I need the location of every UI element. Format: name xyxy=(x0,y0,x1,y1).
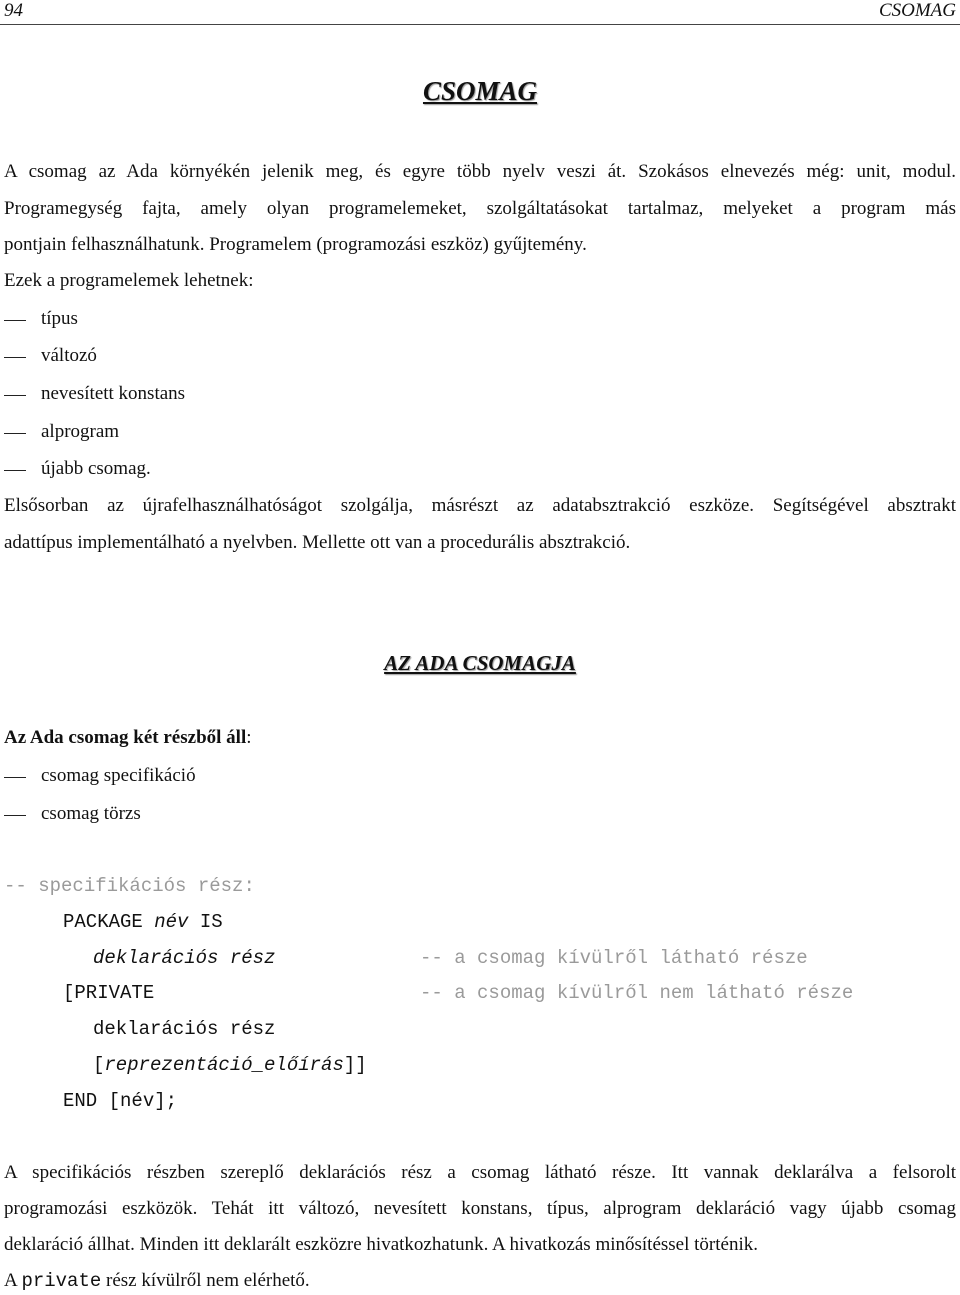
closing-line-2: programozási eszközök. Tehát itt változó, nevesített konstans, típus, alprogram deklaráció vagy újabb csomag xyxy=(4,1198,956,1219)
list-dash xyxy=(4,815,26,816)
list-item: csomag törzs xyxy=(41,803,141,824)
intro-line-1: A csomag az Ada környékén jelenik meg, és egyre több nyelv veszi át. Szokásos elnevezés még: unit, modul. xyxy=(4,161,956,182)
section-lead-bold: Az Ada csomag két részből áll xyxy=(4,727,247,748)
closing-code: private xyxy=(21,1270,102,1292)
section-lead-tail: : xyxy=(246,727,252,748)
closing-post: rész kívülről nem elérhető. xyxy=(101,1270,310,1291)
code-repr: reprezentáció_előírás xyxy=(104,1054,344,1076)
after-line-2: adattípus implementálható a nyelvben. Mellette ott van a procedurális absztrakció. xyxy=(4,532,631,553)
list-item: típus xyxy=(41,308,78,329)
code-comment: -- specifikációs rész: xyxy=(4,875,255,897)
code-bracket: ]] xyxy=(343,1054,367,1076)
code-line-end: END [név]; xyxy=(63,1090,178,1112)
page-title: CSOMAG xyxy=(422,76,538,106)
code-line-package xyxy=(63,911,223,933)
list-dash xyxy=(4,470,26,471)
code-name: név xyxy=(154,911,189,933)
code-comment-visible: -- a csomag kívülről látható része xyxy=(420,947,808,969)
code-line-private: [PRIVATE xyxy=(63,982,155,1004)
section-title: AZ ADA CSOMAGJA xyxy=(384,651,576,675)
list-dash xyxy=(4,395,26,396)
list-dash xyxy=(4,320,26,321)
page-number: 94 xyxy=(4,0,23,21)
intro-line-2: Programegység fajta, amely olyan programelemeket, szolgáltatásokat tartalmaz, melyeket a program más xyxy=(4,198,956,219)
list-dash xyxy=(4,357,26,358)
list-item: újabb csomag. xyxy=(41,458,151,479)
intro-line-3: pontjain felhasználhatunk. Programelem (programozási eszköz) gyűjtemény. xyxy=(4,234,587,255)
intro-line-4: Ezek a programelemek lehetnek: xyxy=(4,270,254,291)
section-lead xyxy=(4,727,252,749)
closing-pre: A xyxy=(4,1270,22,1291)
code-bracket: [ xyxy=(93,1054,105,1076)
list-item: nevesített konstans xyxy=(41,383,186,404)
code-comment-hidden: -- a csomag kívülről nem látható része xyxy=(420,982,854,1004)
closing-line-3: deklaráció állhat. Minden itt deklarált eszközre hivatkozhatunk. A hivatkozás minősítéssel történik. xyxy=(4,1234,758,1255)
list-item: csomag specifikáció xyxy=(41,765,196,786)
after-line-1: Elsősorban az újrafelhasználhatóságot szolgálja, másrészt az adatabsztrakció eszköze. Segítségével absztrakt xyxy=(4,495,956,516)
list-dash xyxy=(4,433,26,434)
list-item: változó xyxy=(41,345,97,366)
code-line-decl: deklarációs rész xyxy=(93,947,276,969)
list-item: alprogram xyxy=(41,421,120,442)
header-rule xyxy=(0,24,960,25)
closing-line-1: A specifikációs részben szereplő deklarációs rész a csomag látható része. Itt vannak deklarálva a felsorolt xyxy=(4,1162,956,1183)
code-keyword: IS xyxy=(188,911,223,933)
running-title: CSOMAG xyxy=(878,0,956,21)
list-dash xyxy=(4,777,26,778)
code-line-repr xyxy=(93,1054,367,1076)
code-keyword: PACKAGE xyxy=(63,911,155,933)
code-line-decl-2: deklarációs rész xyxy=(93,1018,276,1040)
closing-line-4 xyxy=(4,1270,310,1292)
